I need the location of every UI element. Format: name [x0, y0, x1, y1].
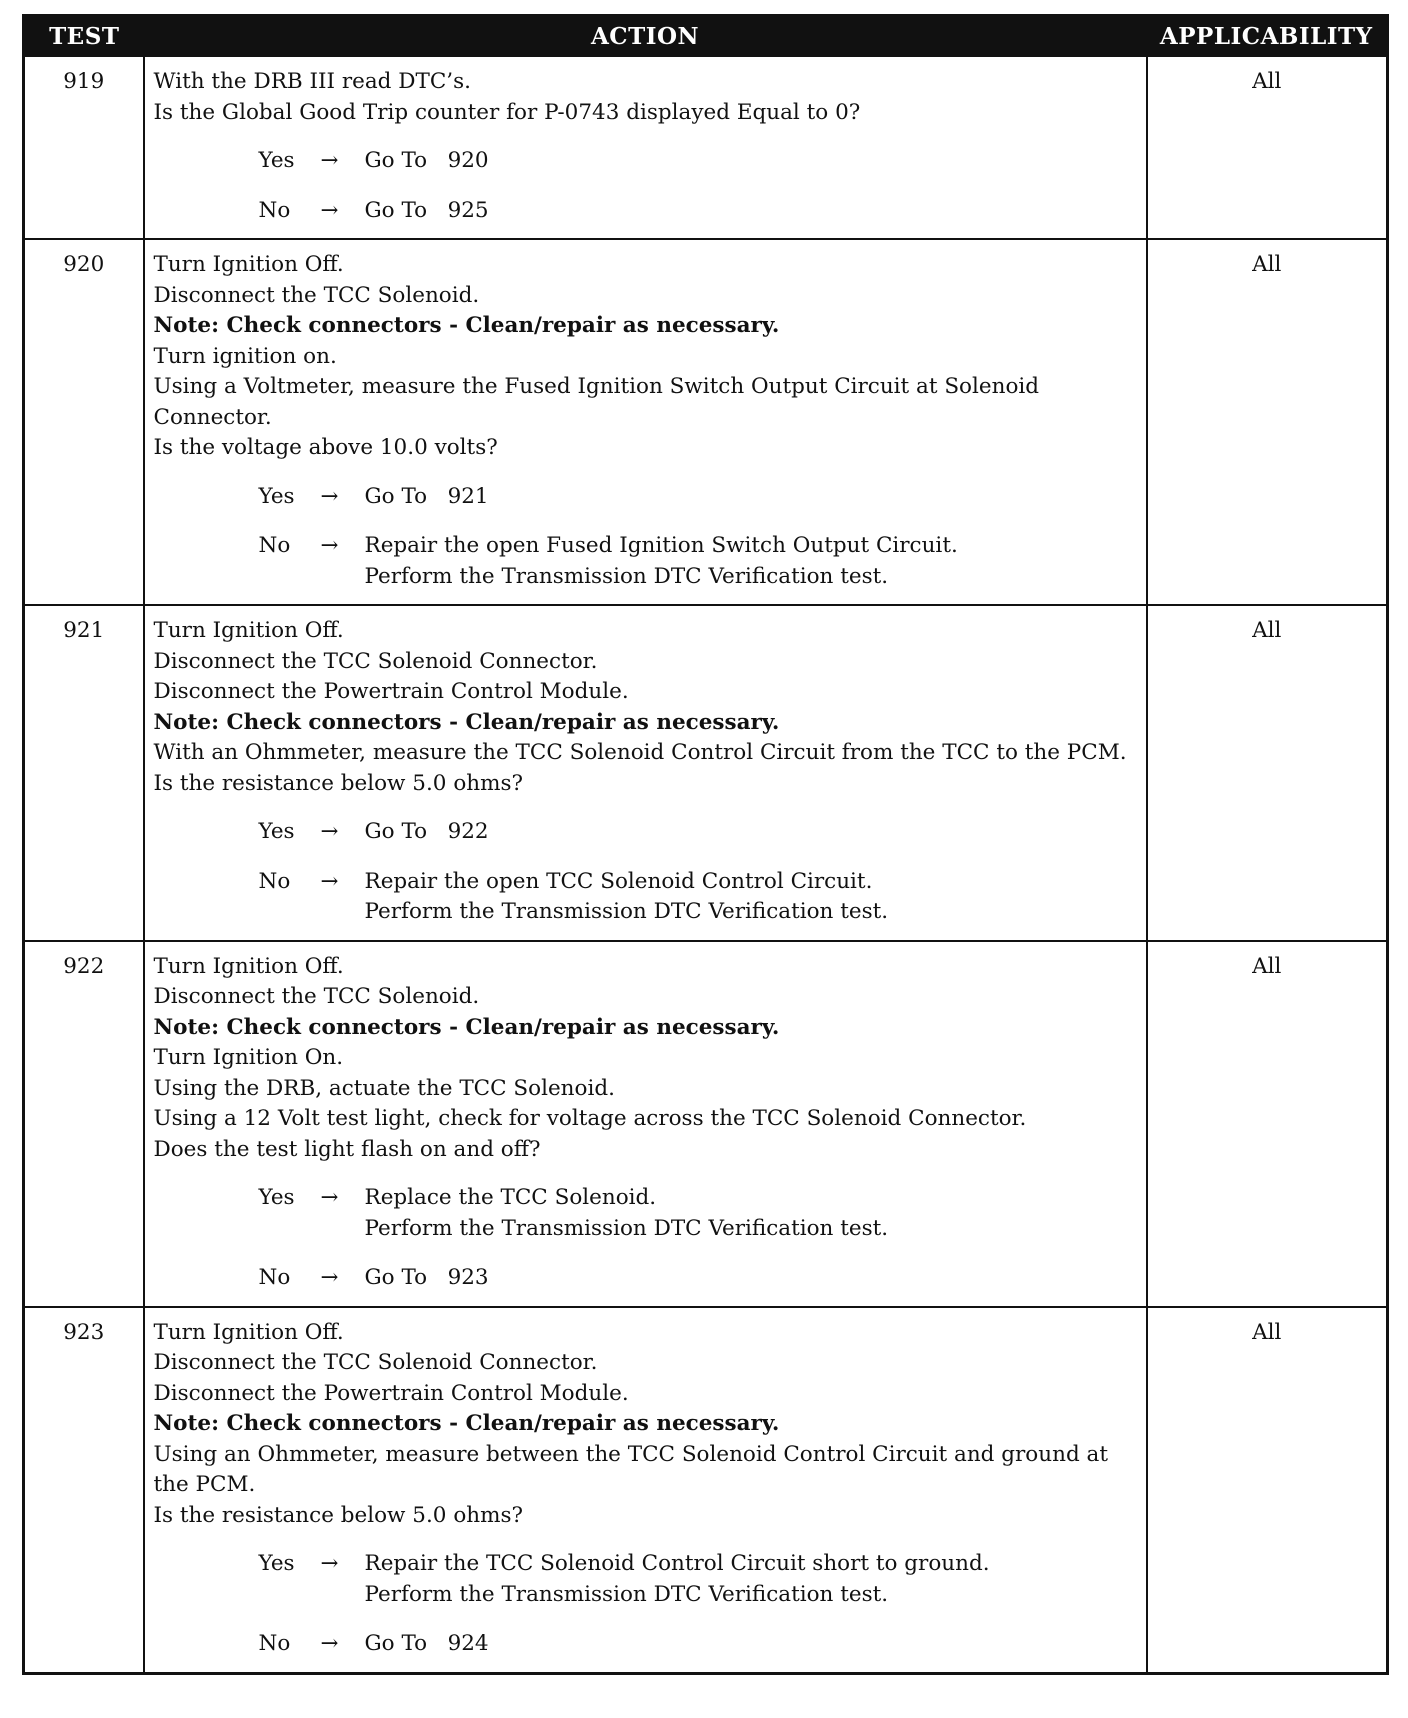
- branch-label: No: [258, 868, 291, 894]
- instruction-line: Turn Ignition On.: [153, 1045, 344, 1070]
- branch-result-line: Go To 924: [364, 1631, 489, 1656]
- instruction-line: Disconnect the TCC Solenoid Connector.: [153, 1350, 598, 1375]
- arrow-icon: →: [320, 868, 339, 894]
- branch-yes: [259, 146, 1138, 177]
- branch-list: [259, 146, 1138, 226]
- branch-result-line: Go To 922: [364, 819, 489, 844]
- branch-result: [365, 146, 1138, 177]
- instruction-line: Disconnect the TCC Solenoid Connector.: [153, 648, 598, 674]
- branch-label: No: [258, 533, 291, 558]
- instruction-line: Is the Global Good Trip counter for P-0743 displayed Equal to 0?: [153, 99, 861, 125]
- note-line: Note: Check connectors - Clean/repair as necessary.: [153, 313, 780, 338]
- branch-result-line: Perform the Transmission DTC Verification test.: [364, 1581, 889, 1607]
- note-line: Note: Check connectors - Clean/repair as necessary.: [153, 1014, 780, 1040]
- diagnostic-table: [22, 14, 1389, 1675]
- table-row: [24, 941, 1388, 1307]
- action-cell: [144, 605, 1147, 941]
- instruction-line: Is the resistance below 5.0 ohms?: [153, 1502, 524, 1528]
- table-row: [24, 56, 1388, 239]
- test-number: 923: [24, 1307, 144, 1674]
- action-cell: [144, 56, 1147, 239]
- branch-list: [259, 1549, 1138, 1660]
- instruction-line: Turn Ignition Off.: [153, 252, 344, 277]
- branch-result-line: Go To 923: [364, 1265, 489, 1290]
- applicability: All: [1147, 239, 1388, 605]
- branch-result: [365, 1629, 1138, 1660]
- action-cell: [144, 941, 1147, 1307]
- instruction-line: Disconnect the TCC Solenoid.: [153, 282, 480, 308]
- branch-label: Yes: [258, 1551, 295, 1576]
- branch-label: No: [258, 1265, 291, 1290]
- action-cell: [144, 1307, 1147, 1674]
- branch-result-line: Replace the TCC Solenoid.: [364, 1185, 657, 1210]
- test-number: 920: [24, 239, 144, 605]
- arrow-icon: →: [320, 1631, 339, 1656]
- arrow-icon: →: [320, 148, 339, 173]
- branch-yes: [259, 817, 1138, 848]
- branch-label: Yes: [258, 148, 295, 173]
- instruction-line: Does the test light flash on and off?: [153, 1136, 541, 1162]
- action-cell: [144, 239, 1147, 605]
- instruction-line: Disconnect the Powertrain Control Module.: [153, 679, 629, 704]
- table-body: [24, 56, 1388, 1673]
- instruction-line: Using an Ohmmeter, measure between the TCC Solenoid Control Circuit and ground at the PCM.: [153, 1441, 1109, 1497]
- note-line: Note: Check connectors - Clean/repair as necessary.: [153, 1411, 780, 1436]
- instruction-line: Turn Ignition Off.: [153, 953, 344, 979]
- instruction-line: Turn ignition on.: [153, 343, 337, 369]
- branch-result-line: Perform the Transmission DTC Verification test.: [364, 563, 889, 589]
- arrow-icon: →: [320, 533, 339, 558]
- branch-no: [259, 196, 1138, 227]
- instruction-line: Turn Ignition Off.: [153, 618, 344, 643]
- branch-no: [259, 531, 1138, 592]
- instruction-line: With an Ohmmeter, measure the TCC Solenoid Control Circuit from the TCC to the PCM.: [153, 740, 1127, 765]
- instruction-line: Using a Voltmeter, measure the Fused Ignition Switch Output Circuit at Solenoid Connector.: [153, 374, 1040, 430]
- branch-result: [365, 867, 1138, 928]
- applicability: All: [1147, 941, 1388, 1307]
- instruction-line: Turn Ignition Off.: [153, 1319, 344, 1345]
- arrow-icon: →: [320, 1551, 339, 1576]
- table-row: [24, 239, 1388, 605]
- arrow-icon: →: [320, 197, 339, 223]
- arrow-icon: →: [320, 819, 339, 844]
- branch-label: No: [258, 1631, 291, 1656]
- arrow-icon: →: [320, 1185, 339, 1210]
- branch-result-line: Go To 921: [364, 483, 489, 509]
- branch-result: [365, 196, 1138, 227]
- branch-label: No: [258, 197, 291, 223]
- table-row: [24, 605, 1388, 941]
- diagnostic-page: [22, 14, 1386, 1675]
- instruction-line: Using a 12 Volt test light, check for voltage across the TCC Solenoid Connector.: [153, 1106, 1027, 1131]
- table-row: [24, 1307, 1388, 1674]
- table-header-row: [24, 16, 1388, 57]
- branch-yes: [259, 482, 1138, 513]
- header-action: ACTION: [144, 16, 1147, 57]
- test-number: 921: [24, 605, 144, 941]
- instruction-line: Is the voltage above 10.0 volts?: [153, 435, 498, 460]
- branch-no: [259, 867, 1138, 928]
- branch-no: [259, 1263, 1138, 1294]
- instruction-line: With the DRB III read DTC’s.: [153, 69, 471, 94]
- test-number: 922: [24, 941, 144, 1307]
- branch-list: [259, 482, 1138, 593]
- branch-result-line: Repair the open Fused Ignition Switch Output Circuit.: [364, 533, 958, 558]
- branch-result: [365, 1183, 1138, 1244]
- branch-list: [259, 817, 1138, 928]
- branch-result-line: Perform the Transmission DTC Verification test.: [364, 899, 889, 924]
- instruction-line: Using the DRB, actuate the TCC Solenoid.: [153, 1075, 615, 1101]
- branch-result: [365, 482, 1138, 513]
- branch-result-line: Go To 925: [364, 197, 489, 223]
- branch-yes: [259, 1549, 1138, 1610]
- header-applicability: APPLICABILITY: [1147, 16, 1388, 57]
- branch-label: Yes: [258, 483, 295, 509]
- instruction-line: Disconnect the Powertrain Control Module.: [153, 1380, 629, 1406]
- branch-result: [365, 1263, 1138, 1294]
- branch-result: [365, 531, 1138, 592]
- branch-result-line: Go To 920: [364, 148, 489, 173]
- branch-result: [365, 1549, 1138, 1610]
- arrow-icon: →: [320, 483, 339, 509]
- branch-result: [365, 817, 1138, 848]
- header-test: TEST: [24, 16, 144, 57]
- note-line: Note: Check connectors - Clean/repair as necessary.: [153, 709, 780, 735]
- instruction-line: Disconnect the TCC Solenoid.: [153, 984, 480, 1009]
- test-number: 919: [24, 56, 144, 239]
- branch-result-line: Perform the Transmission DTC Verification test.: [364, 1215, 889, 1241]
- branch-label: Yes: [258, 819, 295, 844]
- arrow-icon: →: [320, 1265, 339, 1290]
- branch-no: [259, 1629, 1138, 1660]
- applicability: All: [1147, 605, 1388, 941]
- branch-result-line: Repair the open TCC Solenoid Control Circuit.: [364, 868, 873, 894]
- applicability: All: [1147, 1307, 1388, 1674]
- branch-list: [259, 1183, 1138, 1294]
- branch-result-line: Repair the TCC Solenoid Control Circuit short to ground.: [364, 1551, 990, 1576]
- applicability: All: [1147, 56, 1388, 239]
- instruction-line: Is the resistance below 5.0 ohms?: [153, 770, 524, 796]
- branch-yes: [259, 1183, 1138, 1244]
- branch-label: Yes: [258, 1185, 295, 1210]
